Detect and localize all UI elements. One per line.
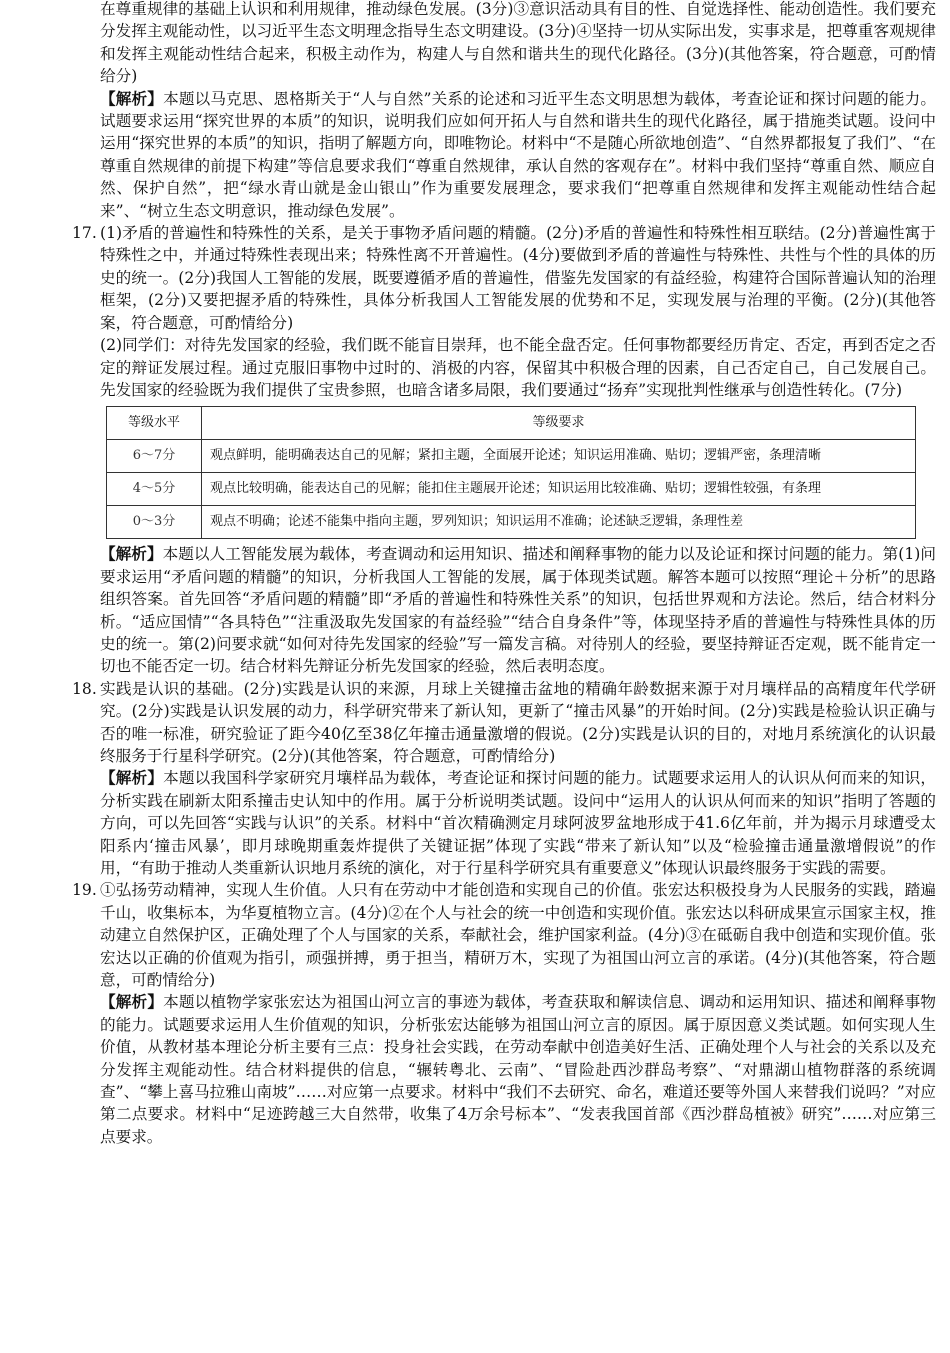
- analysis-tag: 【解析】: [100, 992, 164, 1012]
- q19-analysis-text: 本题以植物学家张宏达为祖国山河立言的事迹为载体，考查获取和解读信息、调动和运用知识、描述和阐释事物的能力。试题要求运用人生价值观的知识，分析张宏达能够为祖国山河立言的原因。属于原因意义类试题。如何实现人生价值，从教材基本理论分析主要有三点：投身社会实践，在劳动奉献中创造美好生活、正确处理个人与社会的关系以及充分发挥主观能动性。结合材料提供的信息，“辗转粤北、云南”、“冒险赴西沙群岛考察”、“对鼎湖山植物群落的系统调查”、“攀上喜马拉雅山南坡”……对应第一点要求。材料中“我们不去研究、命名，难道还要等外国人来替我们说吗？”对应第二点要求。材料中“足迹跨越三大自然带，收集了4万余号标本”、“发表我国首部《西沙群岛植被》研究”……对应第三点要求。: [100, 993, 936, 1146]
- question-number: 19.: [72, 881, 97, 900]
- answer-page: [72, 0, 936, 1148]
- table-row: [107, 506, 916, 539]
- q18-analysis-text: 本题以我国科学家研究月壤样品为载体，考查论证和探讨问题的能力。试题要求运用人的认识从何而来的知识，分析实践在刷新太阳系撞击史认知中的作用。属于分析说明类试题。设问中“运用人的认识从何而来的知识”指明了答题的方向，可以先回答“实践与认识”的关系。材料中“首次精确测定月球阿波罗盆地形成于41.6亿年前，并为揭示月球遭受太阳系内‘撞击风暴’，即月球晚期重轰炸提供了关键证据”体现了实践“带来了新认知”以及“检验撞击通量激增假说”的作用，“有助于推动人类重新认识地月系统的演化，对于行星科学研究具有重要意义”体现认识最终服务于实践的需要。: [100, 769, 936, 877]
- analysis-tag: 【解析】: [100, 88, 164, 108]
- grading-table-header: [107, 407, 916, 440]
- q18-section: [72, 678, 936, 880]
- analysis-tag: 【解析】: [100, 768, 164, 788]
- q16-analysis-text: 本题以马克思、恩格斯关于“人与自然”关系的论述和习近平生态文明思想为载体，考查论证和探讨问题的能力。试题要求运用“探究世界的本质”的知识，说明我们应如何开拓人与自然和谐共生的现代化路径，属于措施类试题。设问中运用“探究世界的本质”的知识，指明了解题方向，即唯物论。材料中“不是随心所欲地创造”、“自然界都报复了我们”、“在尊重自然规律的前提下构建”等信息要求我们“尊重自然规律，承认自然的客观存在”。材料中我们坚持“尊重自然、顺应自然、保护自然”，把“绿水青山就是金山银山”作为重要发展理念，要求我们“把尊重自然规律和发挥主观能动性结合起来”、“树立生态文明意识，推动绿色发展”。: [100, 89, 936, 220]
- q16-answer-continued: 在尊重规律的基础上认识和利用规律，推动绿色发展。(3分)③意识活动具有目的性、自觉选择性、能动创造性。我们要充分发挥主观能动性，以习近平生态文明理念指导生态文明建设。(3分)④坚持一切从实际出发，实事求是，把尊重客观规律和发挥主观能动性结合起来，积极主动作为，构建人与自然和谐共生的现代化路径。(3分)(其他答案，符合题意，可酌情给分): [100, 0, 936, 86]
- q19-answer: ①弘扬劳动精神，实现人生价值。人只有在劳动中才能创造和实现自己的价值。张宏达积极投身为人民服务的实践，踏遍千山，收集标本，为华夏植物立言。(4分)②在个人与社会的统一中创造和实现价值。张宏达以科研成果宣示国家主权，推动建立自然保护区，正确处理了个人与国家的关系，奉献社会，维护国家利益。(4分)③在砥砺自我中创造和实现价值。张宏达以正确的价值观为指引，顽强拼搏，勇于担当，精研万木，实现了为祖国山河立言的承诺。(4分)(其他答案，符合题意，可酌情给分): [100, 881, 936, 990]
- grade-requirement: 观点鲜明，能明确表达自己的见解；紧扣主题，全面展开论述；知识运用准确、贴切；逻辑严密，条理清晰: [202, 440, 916, 473]
- header-requirement: 等级要求: [202, 407, 916, 440]
- grade-requirement: 观点比较明确，能表达自己的见解；能扣住主题展开论述；知识运用比较准确、贴切；逻辑性较强，有条理: [202, 473, 916, 506]
- q16-analysis: [100, 88, 936, 222]
- q18-analysis: [100, 767, 936, 879]
- grade-requirement: 观点不明确；论述不能集中指向主题，罗列知识；知识运用不准确；论述缺乏逻辑，条理性差: [202, 506, 916, 539]
- q17-section: [72, 222, 936, 678]
- question-number: 18.: [72, 679, 97, 698]
- grade-level: 4～5分: [107, 473, 202, 506]
- q19-analysis: [100, 991, 936, 1148]
- q17-part2: (2)同学们：对待先发国家的经验，我们既不能盲目崇拜，也不能全盘否定。任何事物都要经历肯定、否定，再到否定之否定的辩证发展过程。通过克服旧事物中过时的、消极的内容，保留其中积极合理的因素，自己否定自己，自己发展自己。先发国家的经验既为我们提供了宝贵参照，也暗含诸多局限，我们要通过“扬弃”实现批判性继承与创造性转化。(7分): [100, 336, 936, 399]
- header-level: 等级水平: [107, 407, 202, 440]
- table-row: [107, 473, 916, 506]
- q19-section: [72, 879, 936, 1148]
- q16-section: [100, 0, 936, 222]
- grading-table: [106, 406, 916, 539]
- q17-part1: (1)矛盾的普遍性和特殊性的关系，是关于事物矛盾问题的精髓。(2分)矛盾的普遍性和特殊性相互联结。(2分)普遍性寓于特殊性之中，并通过特殊性表现出来；特殊性离不开普遍性。(4分)要做到矛盾的普遍性与特殊性、共性与个性的具体的历史的统一。(2分)我国人工智能的发展，既要遵循矛盾的普遍性，借鉴先发国家的有益经验，构建符合国际普遍认知的治理框架，(2分)又要把握矛盾的特殊性，具体分析我国人工智能发展的优势和不足，实现发展与治理的平衡。(2分)(其他答案，符合题意，可酌情给分): [100, 224, 936, 332]
- q18-answer: 实践是认识的基础。(2分)实践是认识的来源，月球上关键撞击盆地的精确年龄数据来源于对月壤样品的高精度年代学研究。(2分)实践是认识发展的动力，科学研究带来了新认知，更新了“撞击风暴”的开始时间。(2分)实践是检验认识正确与否的唯一标准，研究验证了距今40亿至38亿年撞击通量激增的假说。(2分)实践是认识的目的，对地月系统演化的认识最终服务于行星科学研究。(2分)(其他答案，符合题意，可酌情给分): [100, 679, 936, 765]
- grade-level: 6～7分: [107, 440, 202, 473]
- q17-analysis-text: 本题以人工智能发展为载体，考查调动和运用知识、描述和阐释事物的能力以及论证和探讨问题的能力。第(1)问要求运用“矛盾问题的精髓”的知识，分析我国人工智能的发展，属于体现类试题。解答本题可以按照“理论＋分析”的思路组织答案。首先回答“矛盾问题的精髓”即“矛盾的普遍性和特殊性关系”的知识，包括世界观和方法论。然后，结合材料分析。“适应国情”“各具特色”“注重汲取先发国家的有益经验”“结合自身条件”等，体现坚持矛盾的普遍性与特殊性具体的历史的统一。第(2)问要求就“如何对待先发国家的经验”写一篇发言稿。对待别人的经验，要坚持辩证否定观，既不能肯定一切也不能否定一切。结合材料先辩证分析先发国家的经验，然后表明态度。: [100, 545, 936, 676]
- grade-level: 0～3分: [107, 506, 202, 539]
- analysis-tag: 【解析】: [100, 544, 163, 564]
- question-number: 17.: [72, 224, 97, 243]
- q17-analysis: [100, 543, 936, 677]
- table-row: [107, 440, 916, 473]
